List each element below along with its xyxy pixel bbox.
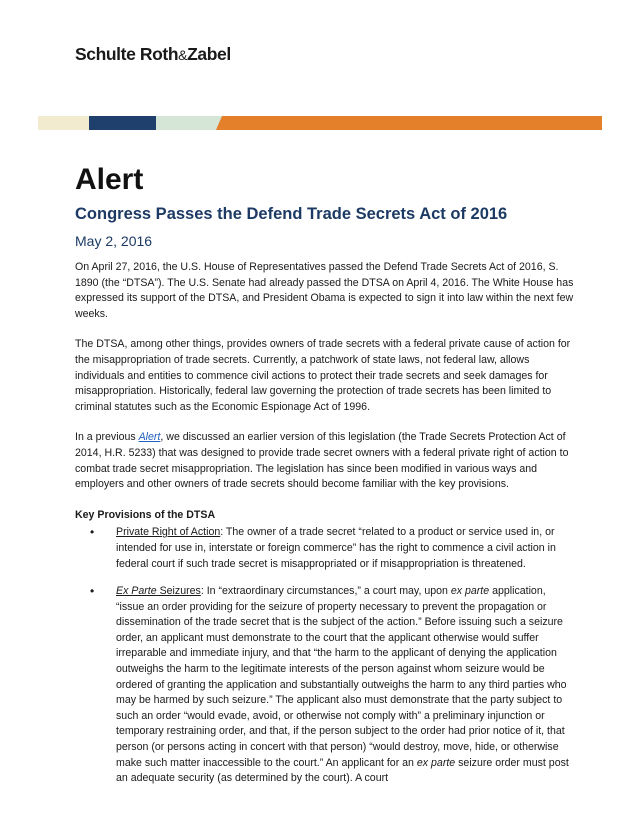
section-heading: Key Provisions of the DTSA: [75, 508, 216, 521]
provision-term-rest: Seizures: [156, 585, 201, 598]
provision-term: [116, 585, 201, 597]
provision-term: Private Right of Action: [116, 526, 221, 539]
document-type-title: Alert: [75, 163, 144, 196]
provisions-list: [75, 525, 575, 787]
paragraph-1: On April 27, 2016, the U.S. House of Representatives passed the Defend Trade Secrets Act of 2016, S. 1890 (the “DTSA”). The U.S. Senate had already passed the DTSA on April 4, 2016. The White House has expressed its support of the DTSA, and President Obama is expected to sign it into law within the next few weeks.: [75, 261, 574, 320]
color-band-orange: [222, 116, 602, 130]
provision-text: seizure order must post an adequate security (as determined by the court). A court: [116, 756, 569, 785]
provision-term-italic: Ex Parte: [116, 585, 157, 598]
paragraph-3: [75, 430, 575, 492]
previous-alert-link[interactable]: Alert: [138, 431, 161, 444]
provision-text: : In “extraordinary circumstances,” a court may, upon: [200, 585, 451, 598]
paragraph-3-rest: , we discussed an earlier version of this legislation (the Trade Secrets Protection Act of 2014, H.R. 5233) that was designed to provide trade secret owners with a federal private right of action to combat trade secret misappropriation. The legislation has since been modified in various ways and employers and other owners of trade secrets should become familiar with the key provisions.: [75, 431, 569, 491]
ex-parte-term: ex parte: [450, 585, 490, 598]
list-item-private-right: [116, 525, 575, 572]
provision-text: : The owner of a trade secret “related to a product or service used in, or intended for use in, interstate or foreign commerce” has the right to commence a civil action in federal court if such trade secret is misappropriated or if misappropriation is threatened.: [116, 526, 556, 570]
firm-name-part1: Schulte Roth: [75, 44, 179, 64]
firm-logo: [75, 44, 231, 65]
alert-headline: Congress Passes the Defend Trade Secrets Act of 2016: [75, 205, 508, 223]
color-band-cream: [38, 116, 89, 130]
publication-date: May 2, 2016: [75, 233, 153, 249]
article-body: [75, 260, 575, 799]
paragraph-3-lead: In a previous: [75, 431, 139, 444]
ex-parte-term: ex parte: [416, 756, 456, 769]
color-band-navy: [89, 116, 156, 130]
list-item-ex-parte-seizures: [116, 584, 575, 787]
color-band-mint: [156, 116, 222, 130]
paragraph-2: The DTSA, among other things, provides owners of trade secrets with a federal private cause of action for the misappropriation of trade secrets. Currently, a patchwork of state laws, not federal law, allows individuals and entities to commence civil actions to protect their trade secrets and seek damages for misappropriation. Historically, federal law governing the protection of trade secrets has been limited to criminal statutes such as the Economic Espionage Act of 1996.: [75, 338, 571, 413]
provision-text: application, “issue an order providing for the seizure of property necessary to prevent the propagation or dissemination of the trade secret that is the subject of the action.” Before issuing such a seizure order, an applicant must demonstrate to the court that the applicant otherwise would suffer irreparable and immediate injury, and that “the harm to the applicant of denying the application outweighs the harm to the legitimate interests of the person against whom seizure would be ordered of granting the application and substantially outweighs the harm to any third parties who may be harmed by such seizure.” The applicant also must demonstrate that the party subject to such an order “would evade, avoid, or otherwise not comply with” a preliminary injunction or temporary restraining order, and that, if the person subject to the order had prior notice of it, that person (or persons acting in concert with that person) “would destroy, move, hide, or otherwise make such matter inaccessible to the court.” An applicant for an: [116, 585, 567, 769]
firm-name-part2: Zabel: [187, 44, 231, 64]
firm-ampersand: &: [178, 47, 188, 63]
